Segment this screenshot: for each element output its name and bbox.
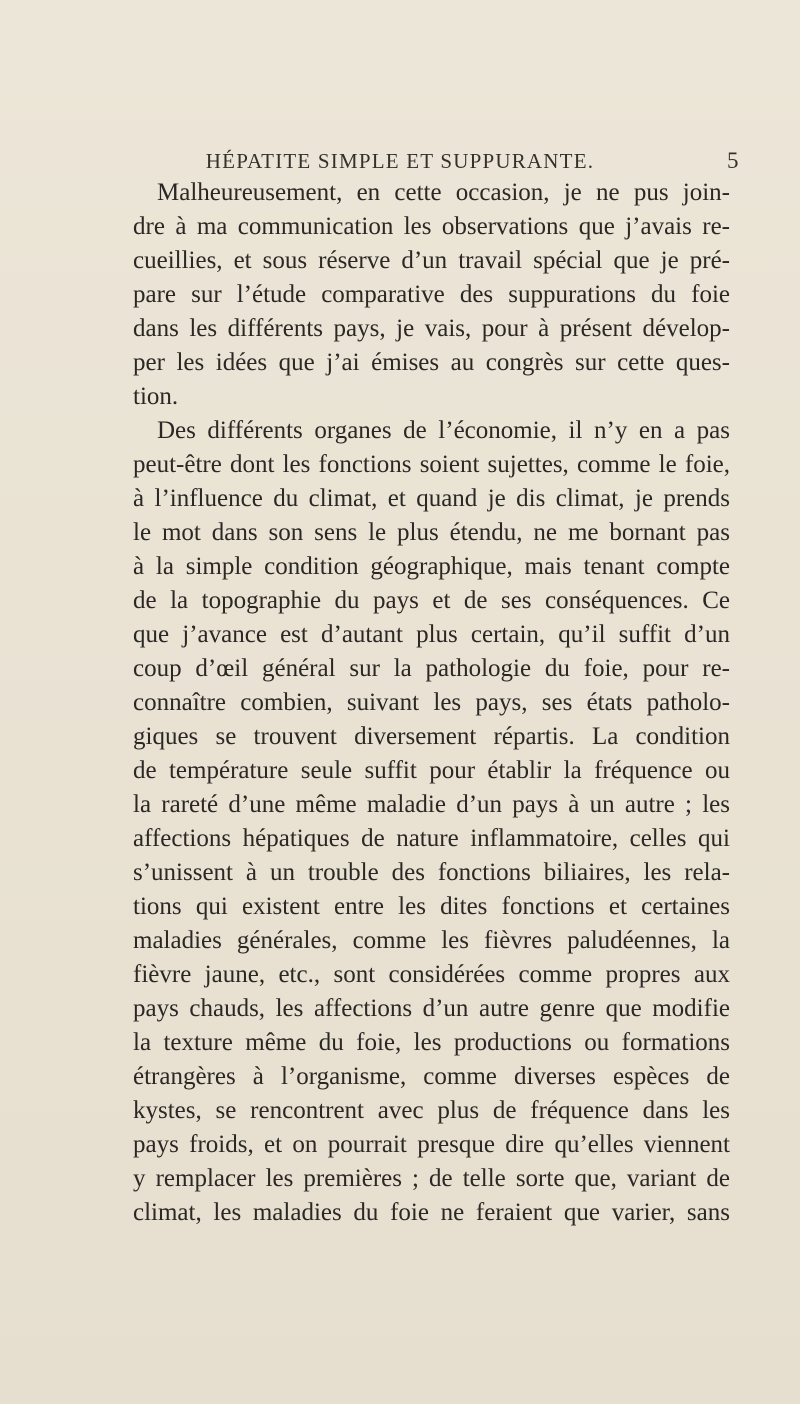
text-line: que j’avance est d’autant plus certain, qu’il suffit d’un bbox=[133, 621, 730, 648]
text-line: giques se trouvent diversement répartis. La condition bbox=[133, 723, 730, 750]
text-line: affections hépatiques de nature inflammatoire, celles qui bbox=[133, 825, 730, 852]
text-line: dre à ma communication les observations que j’avais re- bbox=[133, 213, 730, 240]
text-line: pays chauds, les affections d’un autre genre que modifie bbox=[133, 995, 730, 1022]
text-line: fièvre jaune, etc., sont considérées comme propres aux bbox=[133, 961, 730, 988]
text-line: cueillies, et sous réserve d’un travail spécial que je pré- bbox=[133, 247, 730, 274]
text-line: climat, les maladies du foie ne feraient que varier, sans bbox=[133, 1199, 730, 1226]
text-line: à l’influence du climat, et quand je dis climat, je prends bbox=[133, 485, 730, 512]
page-number: 5 bbox=[727, 148, 739, 173]
body-text bbox=[133, 176, 730, 1230]
text-line: à la simple condition géographique, mais tenant compte bbox=[133, 553, 730, 580]
text-line: connaître combien, suivant les pays, ses états patholo- bbox=[133, 689, 730, 716]
text-line: tions qui existent entre les dites fonctions et certaines bbox=[133, 893, 730, 920]
text-line: de température seule suffit pour établir la fréquence ou bbox=[133, 757, 730, 784]
text-line: s’unissent à un trouble des fonctions biliaires, les rela- bbox=[133, 859, 730, 886]
text-line: la texture même du foie, les productions ou formations bbox=[133, 1029, 730, 1056]
text-line: le mot dans son sens le plus étendu, ne me bornant pas bbox=[133, 519, 730, 546]
text-line: y remplacer les premières ; de telle sorte que, variant de bbox=[133, 1165, 730, 1192]
text-line: pare sur l’étude comparative des suppurations du foie bbox=[133, 281, 730, 308]
running-head-title: HÉPATITE SIMPLE ET SUPPURANTE. bbox=[205, 149, 595, 173]
running-head bbox=[0, 147, 800, 175]
text-line: kystes, se rencontrent avec plus de fréquence dans les bbox=[133, 1097, 730, 1124]
text-line: per les idées que j’ai émises au congrès sur cette ques- bbox=[133, 349, 730, 376]
text-line: dans les différents pays, je vais, pour à présent dévelop- bbox=[133, 315, 730, 342]
text-line: la rareté d’une même maladie d’un pays à un autre ; les bbox=[133, 791, 730, 818]
text-line: Des différents organes de l’économie, il n’y en a pas bbox=[157, 417, 730, 444]
text-line: tion. bbox=[133, 383, 179, 410]
text-line: de la topographie du pays et de ses conséquences. Ce bbox=[133, 587, 730, 614]
text-line: Malheureusement, en cette occasion, je ne pus join- bbox=[157, 179, 730, 206]
text-line: pays froids, et on pourrait presque dire qu’elles viennent bbox=[133, 1131, 730, 1158]
text-line: coup d’œil général sur la pathologie du foie, pour re- bbox=[133, 655, 730, 682]
text-line: étrangères à l’organisme, comme diverses espèces de bbox=[133, 1063, 730, 1090]
text-line: peut-être dont les fonctions soient sujettes, comme le foie, bbox=[133, 451, 730, 478]
text-line: maladies générales, comme les fièvres paludéennes, la bbox=[133, 927, 730, 954]
